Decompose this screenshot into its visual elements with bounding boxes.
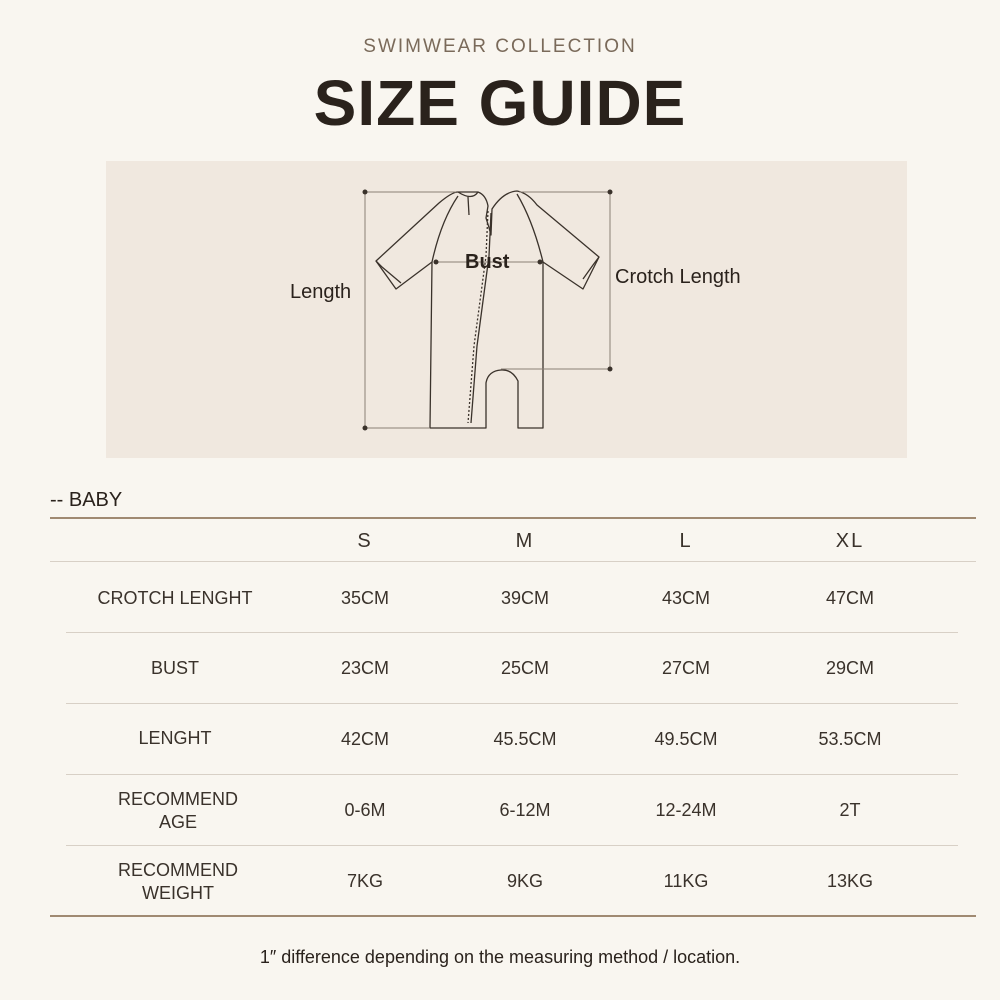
table-cell: 25CM <box>500 658 549 678</box>
collar-inner <box>468 197 469 215</box>
raglan-seam-right <box>517 194 543 262</box>
column-header-m: M <box>515 530 535 552</box>
collar-line <box>458 192 478 197</box>
table-cell: 0-6M <box>344 800 386 820</box>
cuff-right <box>583 257 599 279</box>
table-cell: 7KG <box>346 871 384 891</box>
crotch-length-label: Crotch Length <box>615 266 741 288</box>
table-cell: 13KG <box>826 871 874 891</box>
table-cell: 6-12M <box>499 800 551 820</box>
row-label-line: RECOMMEND <box>118 789 238 809</box>
table-cell: 49.5CM <box>654 729 718 749</box>
row-divider <box>66 703 958 704</box>
page-title: SIZE GUIDE <box>313 67 687 139</box>
cuff-left <box>376 261 401 283</box>
table-cell: 47CM <box>825 588 874 608</box>
column-header-xl: XL <box>835 530 865 552</box>
row-label: CROTCH LENGHT <box>97 588 253 608</box>
table-cell: 2T <box>839 800 861 820</box>
measure-dot <box>363 426 368 431</box>
bust-label: Bust <box>465 251 510 273</box>
row-label-line: WEIGHT <box>142 883 214 903</box>
measure-dot <box>434 260 439 265</box>
zipper-edge <box>471 213 491 423</box>
row-divider <box>66 774 958 775</box>
table-cell: 43CM <box>661 588 710 608</box>
table-cell: 35CM <box>340 588 389 608</box>
measure-dot <box>363 190 368 195</box>
row-label: LENGHT <box>138 728 212 748</box>
row-label-line: AGE <box>158 812 197 832</box>
table-cell: 39CM <box>500 588 549 608</box>
row-divider <box>66 845 958 846</box>
table-cell: 29CM <box>825 658 874 678</box>
table-cell: 23CM <box>340 658 389 678</box>
length-label: Length <box>290 281 352 303</box>
swimsuit-outline <box>376 191 599 428</box>
measure-dot <box>538 260 543 265</box>
column-header-l: L <box>679 530 693 552</box>
row-label: BUST <box>150 658 199 678</box>
row-label-line: RECOMMEND <box>118 860 238 880</box>
section-label: -- BABY <box>50 489 123 511</box>
row-label <box>70 859 286 905</box>
header-divider <box>50 561 976 562</box>
row-divider <box>66 632 958 633</box>
table-cell: 9KG <box>506 871 544 891</box>
measure-dot <box>608 367 613 372</box>
column-header-s: S <box>357 530 373 552</box>
garment-diagram-panel <box>106 161 907 458</box>
measurement-note: 1″ difference depending on the measuring method / location. <box>259 947 741 967</box>
table-cell: 42CM <box>340 729 389 749</box>
table-cell: 53.5CM <box>818 729 882 749</box>
swimsuit-diagram <box>106 161 907 458</box>
zipper-line <box>468 211 488 423</box>
eyebrow-text: SWIMWEAR COLLECTION <box>363 36 637 57</box>
table-cell: 11KG <box>663 871 709 891</box>
row-label <box>70 788 286 834</box>
table-top-rule <box>50 517 976 519</box>
table-cell: 12-24M <box>655 800 717 820</box>
table-cell: 27CM <box>661 658 710 678</box>
table-bottom-rule <box>50 915 976 917</box>
table-cell: 45.5CM <box>493 729 557 749</box>
measure-dot <box>608 190 613 195</box>
